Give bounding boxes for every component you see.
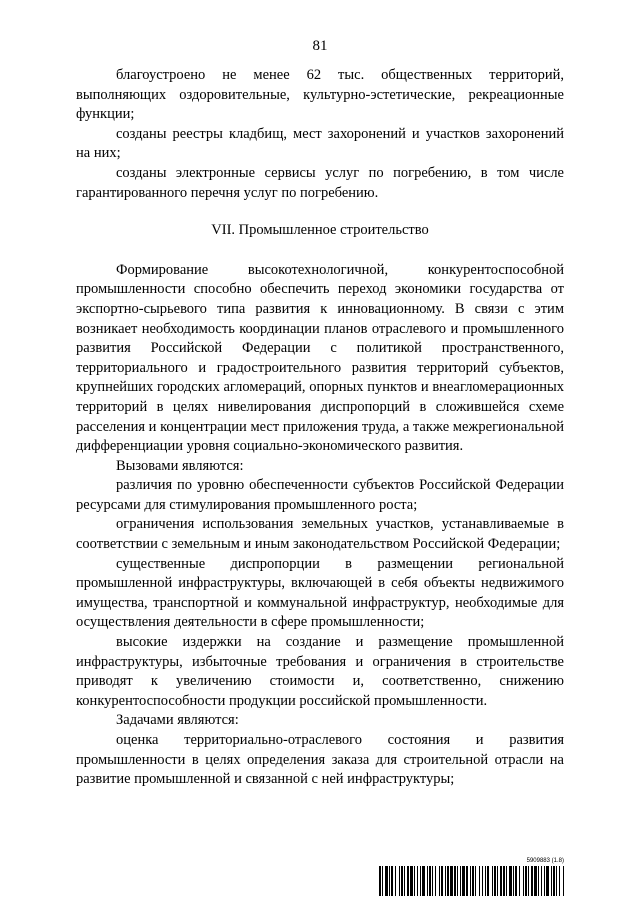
paragraph: благоустроено не менее 62 тыс. общественных территорий, выполняющих оздоровительные, культурно-эстетические, рекреационные функции; [76, 67, 564, 123]
barcode-bar [410, 866, 413, 896]
barcode-bar [466, 866, 468, 896]
barcode-bar [494, 866, 496, 896]
barcode-bar [439, 866, 440, 896]
paragraph: созданы электронные сервисы услуг по погребению, в том числе гарантированного перечня услуг по погребению. [76, 164, 564, 201]
barcode-bar [475, 866, 476, 896]
barcode-bar [417, 866, 418, 896]
section-heading: VII. Промышленное строительство [211, 222, 429, 239]
barcode-bar [559, 866, 560, 896]
barcode-bar [382, 866, 383, 896]
barcode-bar [429, 866, 431, 896]
barcode-bar [500, 866, 502, 896]
barcode-bar [544, 866, 545, 896]
paragraph: существенные диспропорции в размещении региональной промышленной инфраструктуры, включающей в себя объекты недвижимого имущества, транспортной и коммунальной инфраструктур, необходимые для осуществления деятельности в сфере промышленности; [76, 555, 564, 631]
barcode-bar [515, 866, 517, 896]
barcode-bar [497, 866, 498, 896]
barcode-id: 5909883 (1.8) [526, 858, 564, 864]
barcode-bar [470, 866, 471, 896]
barcode-bar [553, 866, 555, 896]
barcode-bar [422, 866, 425, 896]
barcode-bar [460, 866, 461, 896]
barcode-bar [435, 866, 436, 896]
barcode-bar [528, 866, 529, 896]
barcode-bar [503, 866, 505, 896]
barcode [379, 858, 564, 898]
barcode-bar [534, 866, 537, 896]
page-number: 81 [312, 38, 328, 54]
barcode-bar [556, 866, 557, 896]
barcode-bar [441, 866, 443, 896]
barcode-bar [523, 866, 524, 896]
barcode-bar [482, 866, 483, 896]
barcode-bar [454, 866, 456, 896]
paragraph: Задачами являются: [116, 712, 239, 729]
paragraph: высокие издержки на создание и размещение промышленной инфраструктуры, избыточные требования и ограничения в строительстве приводят к увеличению стоимости и, соответственно, снижению конкурентоспособности продукции российской промышленности. [76, 634, 564, 709]
barcode-bar [509, 866, 512, 896]
barcode-bar [519, 866, 520, 896]
barcode-bar [462, 866, 465, 896]
barcode-bar [432, 866, 433, 896]
barcode-bar [420, 866, 421, 896]
barcode-bar [541, 866, 542, 896]
barcode-bar [450, 866, 453, 896]
paragraph: различия по уровню обеспеченности субъектов Российской Федерации ресурсами для стимулирования промышленного роста; [76, 477, 564, 513]
barcode-image [379, 866, 564, 896]
barcode-bar [546, 866, 549, 896]
barcode-bar [531, 866, 533, 896]
barcode-bar [472, 866, 474, 896]
barcode-bar [395, 866, 396, 896]
paragraph: ограничения использования земельных участков, устанавливаемые в соответствии с земельным и иным законодательством Российской Федерации; [76, 516, 564, 553]
document-body [76, 66, 564, 790]
barcode-bar [551, 866, 552, 896]
barcode-bar [389, 866, 390, 896]
paragraph: созданы реестры кладбищ, мест захоронений и участков захоронений на них; [76, 125, 564, 162]
barcode-bar [445, 866, 446, 896]
barcode-bar [385, 866, 388, 896]
barcode-bar [492, 866, 493, 896]
barcode-bar [404, 866, 405, 896]
barcode-bar [525, 866, 527, 896]
barcode-bar [391, 866, 393, 896]
barcode-bar [506, 866, 507, 896]
barcode-bar [379, 866, 381, 896]
barcode-bar [457, 866, 458, 896]
barcode-bar [513, 866, 514, 896]
paragraph: оценка территориально-отраслевого состояния и развития промышленности в целях определения заказа для строительной отрасли на развитие промышленной и связанной с ней инфраструктуры; [76, 732, 564, 788]
barcode-bar [563, 866, 564, 896]
paragraph: Вызовами являются: [116, 457, 244, 474]
barcode-bar [427, 866, 428, 896]
barcode-bar [538, 866, 539, 896]
paragraph: Формирование высокотехнологичной, конкурентоспособной промышленности способно обеспечить переход экономики государства от экспортно-сырьевого типа развития к инновационному. В связи с этим возникает необходимость координации планов отраслевого и промышленного развития Российской Федерации с политикой пространственного, территориального и градостроительного развития территорий субъектов, крупнейших городских агломераций, опорных пунктов и внеагломерационных территорий в целях нивелирования диспропорций в сложившейся схеме расселения и концентрации мест приложения труда, а также межрегиональной дифференциации уровня социально-экономического развития. [76, 261, 564, 455]
barcode-bar [401, 866, 403, 896]
barcode-bar [487, 866, 489, 896]
barcode-bar [407, 866, 409, 896]
barcode-bar [414, 866, 415, 896]
barcode-bar [479, 866, 480, 896]
barcode-bar [399, 866, 400, 896]
barcode-bar [447, 866, 449, 896]
barcode-bar [485, 866, 486, 896]
